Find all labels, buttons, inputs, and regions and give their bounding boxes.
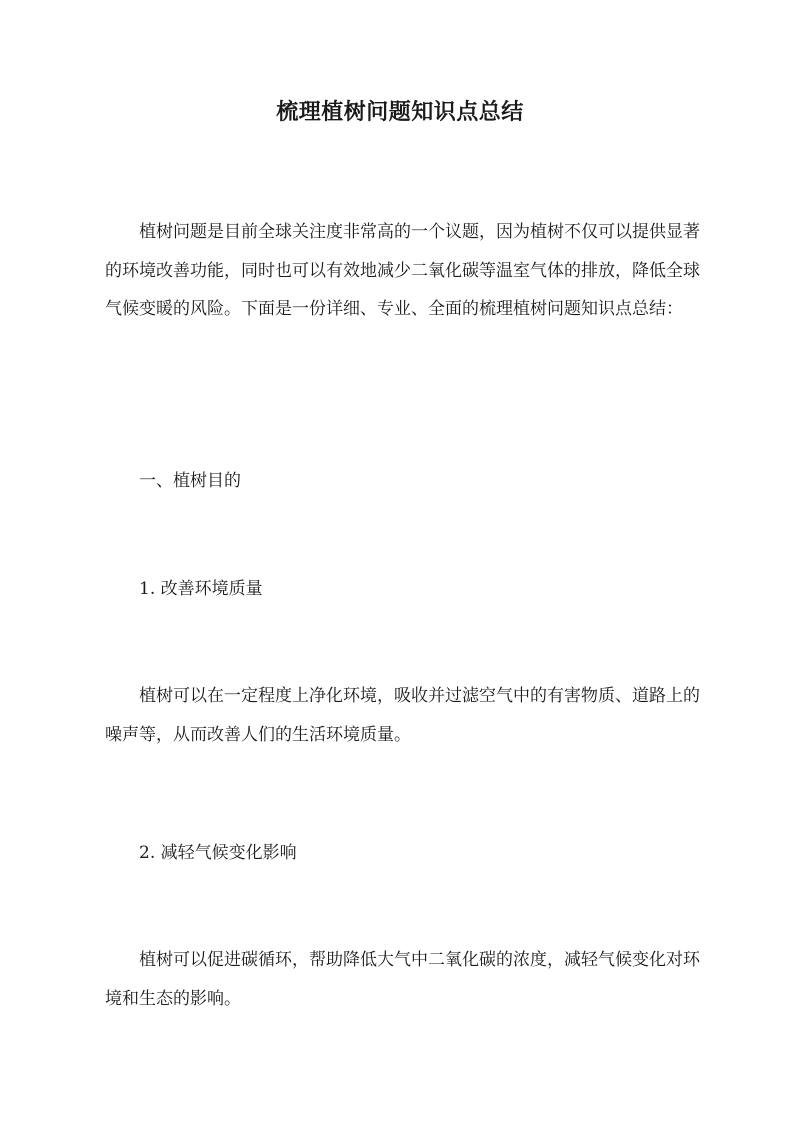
- item-paragraph-environment-quality: 植树可以在一定程度上净化环境，吸收并过滤空气中的有害物质、道路上的噪声等，从而改善人们的生活环境质量。: [105, 686, 700, 745]
- item-paragraph-climate-change: 植树可以促进碳循环，帮助降低大气中二氧化碳的浓度，减轻气候变化对环境和生态的影响。: [105, 950, 700, 1009]
- document-title: 梳理植树问题知识点总结: [276, 99, 524, 125]
- section-heading-purpose: 一、植树目的: [139, 471, 241, 491]
- item-heading-environment-quality: 1. 改善环境质量: [139, 579, 263, 599]
- item-heading-climate-change: 2. 减轻气候变化影响: [139, 843, 297, 863]
- intro-paragraph: 植树问题是目前全球关注度非常高的一个议题，因为植树不仅可以提供显著的环境改善功能，同时也可以有效地减少二氧化碳等温室气体的排放，降低全球气候变暖的风险。下面是一份详细、专业、全面的梳理植树问题知识点总结：: [105, 222, 700, 319]
